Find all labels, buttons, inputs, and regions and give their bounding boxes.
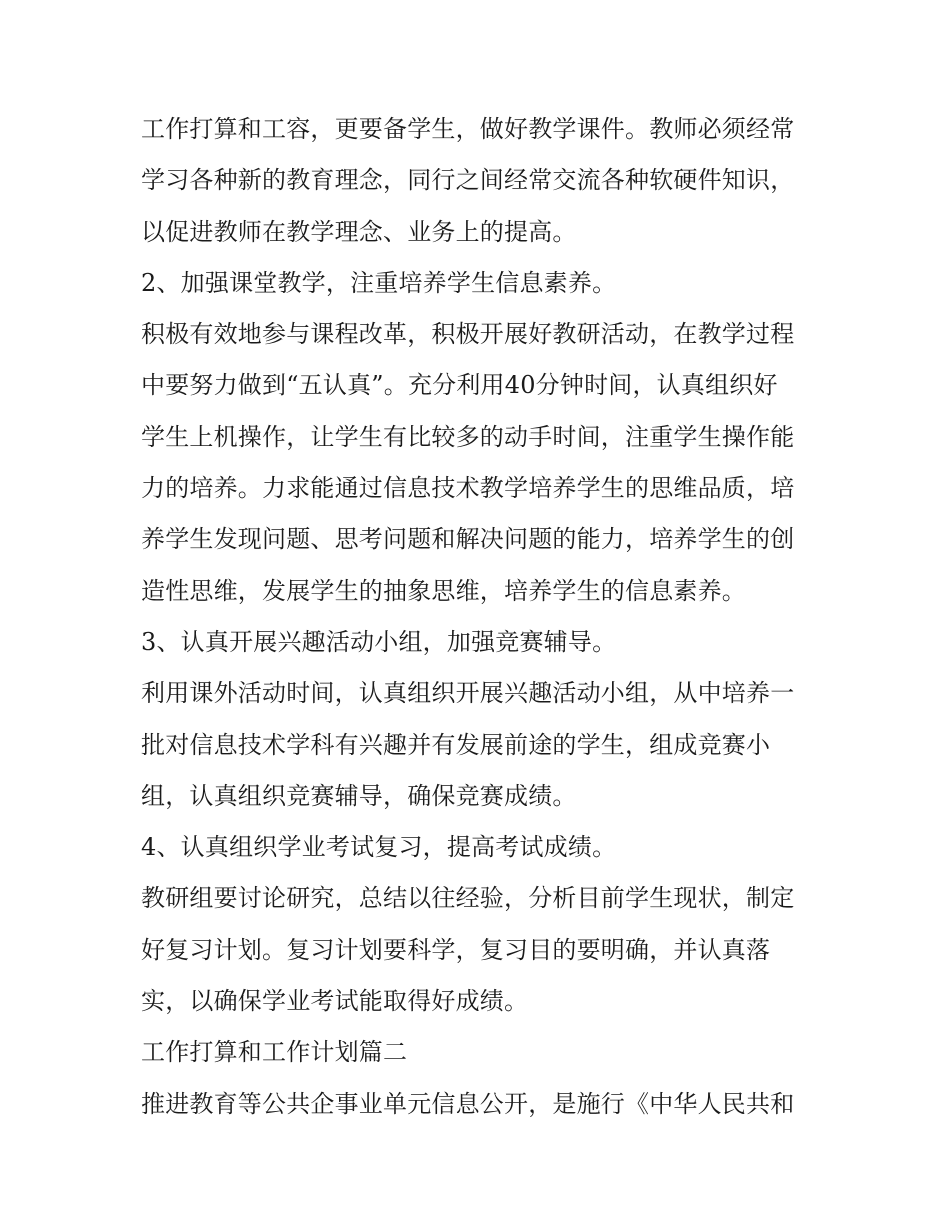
text-line: 力的培养。力求能通过信息技术教学培养学生的思维品质，培 (141, 474, 795, 503)
text-line: 养学生发现问题、思考问题和解决问题的能力，培养学生的创 (141, 525, 795, 554)
text-line: 积极有效地参与课程改革，积极开展好教研活动，在教学过程 (141, 320, 795, 349)
section-heading: 3、认真开展兴趣活动小组，加强竞赛辅导。 (141, 627, 617, 656)
document-body (141, 104, 821, 1130)
text-line: 实，以确保学业考试能取得好成绩。 (141, 987, 529, 1016)
text-line: 工作打算和工容，更要备学生，做好教学课件。教师必须经常 (141, 115, 795, 143)
text-line: 学习各种新的教育理念，同行之间经常交流各种软硬件知识， (141, 166, 795, 195)
text-line: 以促进教师在教学理念、业务上的提高。 (141, 217, 577, 246)
text-line: 组，认真组织竞赛辅导，确保竞赛成绩。 (141, 781, 577, 810)
section-heading: 2、加强课堂教学，注重培养学生信息素养。 (141, 268, 617, 297)
text-line: 推进教育等公共企事业单元信息公开，是施行《中华人民共和 (141, 1089, 795, 1118)
chapter-title: 工作打算和工作计划篇二 (141, 1038, 408, 1067)
text-line: 造性思维，发展学生的抽象思维，培养学生的信息素养。 (141, 576, 746, 605)
text-line: 好复习计划。复习计划要科学，复习目的要明确，并认真落 (141, 935, 771, 964)
section-heading: 4、认真组织学业考试复习，提高考试成绩。 (141, 833, 617, 862)
text-line: 中要努力做到“五认真”。充分利用40分钟时间，认真组织好 (141, 371, 778, 400)
text-line: 批对信息技术学科有兴趣并有发展前途的学生，组成竞赛小 (141, 730, 771, 759)
text-line: 学生上机操作，让学生有比较多的动手时间，注重学生操作能 (141, 422, 795, 451)
text-line: 教研组要讨论研究，总结以往经验，分析目前学生现状，制定 (141, 884, 795, 913)
text-line: 利用课外活动时间，认真组织开展兴趣活动小组，从中培养一 (141, 679, 795, 708)
